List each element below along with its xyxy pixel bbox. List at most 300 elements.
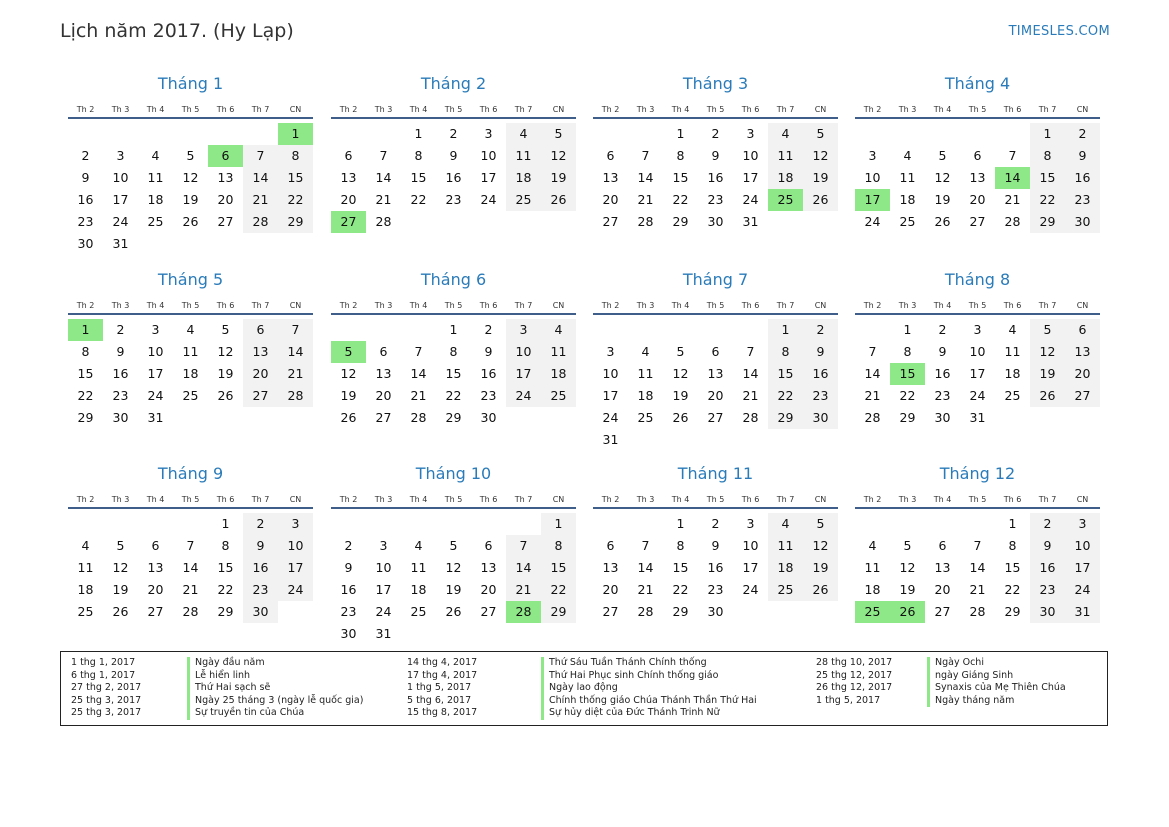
holiday-cell: 26 — [890, 601, 925, 623]
day-cell: 29 — [672, 604, 689, 619]
day-cell: 4 — [868, 538, 877, 553]
empty-cell — [173, 123, 208, 145]
day-cell: 29 — [1004, 604, 1021, 619]
weekday-label: Th 5 — [444, 495, 463, 504]
day-cell: 12 — [672, 366, 689, 381]
day-cell: 21 — [410, 388, 427, 403]
holiday-date: 5 thg 6, 2017 — [407, 694, 472, 706]
day-cell: 19 — [672, 388, 689, 403]
weekday-label: Th 6 — [479, 301, 498, 310]
weekend-day-cell: 17 — [1065, 557, 1100, 579]
day-cell: 8 — [81, 344, 90, 359]
day-cell: 21 — [969, 582, 986, 597]
day-cell: 31 — [969, 410, 986, 425]
weekday-label: Th 5 — [706, 301, 725, 310]
site-link[interactable]: TIMESLES.COM — [1008, 24, 1110, 39]
day-cell: 24 — [375, 604, 392, 619]
day-cell: 22 — [445, 388, 462, 403]
day-cell: 29 — [672, 214, 689, 229]
day-cell: 19 — [112, 582, 129, 597]
day-cell: 27 — [375, 410, 392, 425]
day-cell: 30 — [340, 626, 357, 641]
weekday-label: Th 3 — [636, 105, 655, 114]
weekend-day-cell: 20 — [1065, 363, 1100, 385]
weekend-day-cell: 5 — [803, 513, 838, 535]
day-cell: 20 — [707, 388, 724, 403]
day-grid — [855, 123, 1100, 233]
day-cell: 7 — [641, 538, 650, 553]
day-cell: 3 — [484, 126, 493, 141]
weekend-day-cell: 23 — [1065, 189, 1100, 211]
weekend-day-cell: 4 — [541, 319, 576, 341]
day-cell: 26 — [217, 388, 234, 403]
day-cell: 16 — [340, 582, 357, 597]
weekend-day-cell: 23 — [803, 385, 838, 407]
day-cell: 14 — [410, 366, 427, 381]
day-cell: 26 — [672, 410, 689, 425]
weekend-day-cell: 8 — [278, 145, 313, 167]
weekend-day-cell: 25 — [541, 385, 576, 407]
day-cell: 28 — [182, 604, 199, 619]
weekend-day-cell: 10 — [506, 341, 541, 363]
day-cell: 17 — [112, 192, 129, 207]
weekday-label: Th 3 — [374, 301, 393, 310]
month-title: Tháng 2 — [420, 74, 487, 93]
day-cell: 25 — [1004, 388, 1021, 403]
day-cell: 2 — [344, 538, 353, 553]
month-calendar — [855, 270, 1100, 429]
weekend-day-cell: 24 — [1065, 579, 1100, 601]
day-cell: 21 — [182, 582, 199, 597]
day-cell: 12 — [112, 560, 129, 575]
day-cell: 21 — [742, 388, 759, 403]
day-cell: 26 — [112, 604, 129, 619]
weekday-label: Th 6 — [741, 495, 760, 504]
day-cell: 23 — [934, 388, 951, 403]
weekday-label: Th 5 — [968, 301, 987, 310]
day-cell: 1 — [903, 322, 912, 337]
weekday-label: Th 3 — [636, 495, 655, 504]
empty-cell — [331, 319, 366, 341]
day-cell: 2 — [711, 126, 720, 141]
day-cell: 29 — [217, 604, 234, 619]
day-cell: 9 — [484, 344, 493, 359]
weekday-label: Th 6 — [741, 105, 760, 114]
day-cell: 20 — [375, 388, 392, 403]
weekday-label: CN — [1076, 301, 1089, 310]
day-cell: 24 — [864, 214, 881, 229]
weekday-label: Th 4 — [409, 495, 428, 504]
weekend-day-cell: 21 — [506, 579, 541, 601]
weekend-day-cell: 11 — [768, 145, 803, 167]
weekday-label: Th 7 — [514, 495, 533, 504]
empty-cell — [628, 319, 663, 341]
weekday-label: Th 2 — [601, 495, 620, 504]
day-cell: 15 — [77, 366, 94, 381]
day-cell: 3 — [746, 516, 755, 531]
day-cell: 13 — [340, 170, 357, 185]
day-cell: 21 — [637, 192, 654, 207]
day-cell: 4 — [641, 344, 650, 359]
holiday-cell: 17 — [855, 189, 890, 211]
day-cell: 31 — [742, 214, 759, 229]
weekend-day-cell: 21 — [243, 189, 278, 211]
day-cell: 11 — [864, 560, 881, 575]
weekday-label: Th 3 — [111, 105, 130, 114]
weekend-day-cell: 17 — [506, 363, 541, 385]
weekend-day-cell: 12 — [803, 535, 838, 557]
weekend-day-cell: 12 — [1030, 341, 1065, 363]
weekend-day-cell: 21 — [278, 363, 313, 385]
day-cell: 30 — [934, 410, 951, 425]
holiday-name: Synaxis của Mẹ Thiên Chúa — [927, 682, 1066, 695]
day-cell: 7 — [186, 538, 195, 553]
empty-cell — [366, 123, 401, 145]
weekday-header — [593, 299, 838, 315]
weekend-day-cell: 2 — [1065, 123, 1100, 145]
weekday-label: Th 2 — [863, 301, 882, 310]
day-cell: 7 — [641, 148, 650, 163]
weekday-label: Th 2 — [76, 105, 95, 114]
weekend-day-cell: 16 — [243, 557, 278, 579]
day-cell: 19 — [899, 582, 916, 597]
weekday-label: Th 7 — [1038, 301, 1057, 310]
weekday-label: Th 4 — [409, 105, 428, 114]
weekend-day-cell: 8 — [1030, 145, 1065, 167]
day-cell: 17 — [742, 170, 759, 185]
day-cell: 30 — [480, 410, 497, 425]
day-cell: 15 — [410, 170, 427, 185]
day-cell: 30 — [112, 410, 129, 425]
weekend-day-cell: 20 — [243, 363, 278, 385]
weekend-day-cell: 16 — [1030, 557, 1065, 579]
day-cell: 20 — [602, 582, 619, 597]
weekend-day-cell: 10 — [1065, 535, 1100, 557]
holiday-date: 25 thg 12, 2017 — [816, 669, 893, 681]
weekday-label: Th 2 — [863, 105, 882, 114]
weekend-day-cell: 30 — [1030, 601, 1065, 623]
day-cell: 6 — [379, 344, 388, 359]
weekend-day-cell: 19 — [541, 167, 576, 189]
weekday-label: Th 5 — [968, 105, 987, 114]
day-cell: 1 — [414, 126, 423, 141]
weekend-day-cell: 7 — [278, 319, 313, 341]
weekend-day-cell: 27 — [1065, 385, 1100, 407]
weekday-header — [331, 299, 576, 315]
weekday-label: Th 6 — [216, 301, 235, 310]
day-cell: 8 — [449, 344, 458, 359]
empty-cell — [68, 123, 103, 145]
month-calendar — [855, 74, 1100, 233]
weekend-day-cell: 24 — [278, 579, 313, 601]
day-cell: 3 — [746, 126, 755, 141]
day-cell: 23 — [445, 192, 462, 207]
day-cell: 3 — [973, 322, 982, 337]
weekend-day-cell: 1 — [768, 319, 803, 341]
weekday-label: Th 5 — [706, 105, 725, 114]
weekend-day-cell: 8 — [768, 341, 803, 363]
month-title: Tháng 11 — [677, 464, 754, 483]
day-cell: 28 — [375, 214, 392, 229]
weekday-label: Th 2 — [601, 105, 620, 114]
day-cell: 31 — [112, 236, 129, 251]
day-cell: 4 — [151, 148, 160, 163]
day-cell: 14 — [182, 560, 199, 575]
weekday-header — [68, 493, 313, 509]
day-cell: 13 — [969, 170, 986, 185]
day-cell: 23 — [112, 388, 129, 403]
weekday-header — [331, 103, 576, 119]
day-cell: 6 — [151, 538, 160, 553]
day-cell: 14 — [637, 560, 654, 575]
day-cell: 27 — [934, 604, 951, 619]
day-cell: 16 — [77, 192, 94, 207]
empty-cell — [593, 513, 628, 535]
day-cell: 23 — [480, 388, 497, 403]
holiday-date: 1 thg 5, 2017 — [407, 682, 472, 693]
weekday-label: Th 4 — [671, 105, 690, 114]
day-cell: 1 — [1008, 516, 1017, 531]
day-cell: 13 — [707, 366, 724, 381]
holiday-name: Sự truyền tin của Chúa — [187, 707, 304, 720]
day-cell: 8 — [414, 148, 423, 163]
weekend-day-cell: 5 — [803, 123, 838, 145]
day-cell: 16 — [480, 366, 497, 381]
empty-cell — [855, 513, 890, 535]
holiday-date: 25 thg 3, 2017 — [71, 707, 142, 718]
holiday-cell: 6 — [208, 145, 243, 167]
weekday-label: Th 5 — [181, 301, 200, 310]
weekend-day-cell: 25 — [768, 579, 803, 601]
day-cell: 27 — [969, 214, 986, 229]
weekday-label: Th 7 — [251, 105, 270, 114]
weekend-day-cell: 23 — [1030, 579, 1065, 601]
day-cell: 28 — [637, 214, 654, 229]
day-cell: 25 — [182, 388, 199, 403]
weekend-day-cell: 22 — [278, 189, 313, 211]
day-cell: 21 — [637, 582, 654, 597]
weekday-label: Th 6 — [1003, 301, 1022, 310]
day-cell: 31 — [375, 626, 392, 641]
weekend-day-cell: 2 — [243, 513, 278, 535]
empty-cell — [890, 123, 925, 145]
weekday-label: Th 2 — [76, 495, 95, 504]
weekend-day-cell: 16 — [803, 363, 838, 385]
empty-cell — [243, 123, 278, 145]
weekday-label: Th 3 — [636, 301, 655, 310]
day-cell: 23 — [340, 604, 357, 619]
holiday-name: Ngày đầu năm — [187, 657, 265, 670]
month-calendar — [331, 464, 576, 645]
weekday-label: Th 7 — [1038, 105, 1057, 114]
weekday-label: CN — [289, 105, 302, 114]
weekday-label: Th 7 — [251, 495, 270, 504]
day-cell: 14 — [969, 560, 986, 575]
day-cell: 7 — [868, 344, 877, 359]
weekend-day-cell: 29 — [278, 211, 313, 233]
weekend-day-cell: 22 — [768, 385, 803, 407]
day-cell: 16 — [707, 170, 724, 185]
day-cell: 27 — [707, 410, 724, 425]
day-cell: 26 — [340, 410, 357, 425]
weekday-label: Th 4 — [146, 301, 165, 310]
weekend-day-cell: 23 — [243, 579, 278, 601]
day-cell: 18 — [637, 388, 654, 403]
weekend-day-cell: 15 — [768, 363, 803, 385]
empty-cell — [331, 123, 366, 145]
weekday-label: Th 5 — [444, 301, 463, 310]
weekend-day-cell: 10 — [278, 535, 313, 557]
day-cell: 22 — [217, 582, 234, 597]
weekday-label: Th 6 — [479, 495, 498, 504]
holiday-legend — [60, 651, 1108, 726]
day-cell: 18 — [77, 582, 94, 597]
day-grid — [331, 319, 576, 429]
day-cell: 22 — [410, 192, 427, 207]
day-cell: 29 — [77, 410, 94, 425]
weekend-day-cell: 12 — [803, 145, 838, 167]
day-cell: 18 — [1004, 366, 1021, 381]
day-cell: 2 — [116, 322, 125, 337]
weekday-label: Th 3 — [898, 301, 917, 310]
day-cell: 16 — [445, 170, 462, 185]
day-cell: 6 — [606, 148, 615, 163]
weekend-day-cell: 6 — [1065, 319, 1100, 341]
day-cell: 27 — [217, 214, 234, 229]
day-cell: 13 — [602, 560, 619, 575]
weekday-header — [855, 493, 1100, 509]
day-cell: 5 — [221, 322, 230, 337]
empty-cell — [366, 319, 401, 341]
day-cell: 17 — [602, 388, 619, 403]
weekend-day-cell: 14 — [243, 167, 278, 189]
day-cell: 5 — [938, 148, 947, 163]
weekend-day-cell: 29 — [1030, 211, 1065, 233]
empty-cell — [173, 513, 208, 535]
day-cell: 6 — [973, 148, 982, 163]
day-cell: 11 — [899, 170, 916, 185]
weekend-day-cell: 9 — [1065, 145, 1100, 167]
day-cell: 8 — [676, 148, 685, 163]
empty-cell — [68, 513, 103, 535]
weekend-day-cell: 26 — [803, 579, 838, 601]
holiday-date: 27 thg 2, 2017 — [71, 682, 142, 693]
day-cell: 4 — [81, 538, 90, 553]
day-cell: 14 — [742, 366, 759, 381]
weekend-day-cell: 15 — [1030, 167, 1065, 189]
day-cell: 10 — [480, 148, 497, 163]
weekday-label: Th 3 — [111, 301, 130, 310]
day-cell: 11 — [147, 170, 164, 185]
day-grid — [331, 513, 576, 645]
weekend-day-cell: 9 — [243, 535, 278, 557]
weekend-day-cell: 11 — [506, 145, 541, 167]
day-cell: 22 — [672, 582, 689, 597]
weekday-label: Th 6 — [479, 105, 498, 114]
day-cell: 18 — [182, 366, 199, 381]
weekend-day-cell: 26 — [1030, 385, 1065, 407]
month-title: Tháng 10 — [415, 464, 492, 483]
day-cell: 24 — [969, 388, 986, 403]
day-cell: 17 — [147, 366, 164, 381]
weekend-day-cell: 26 — [803, 189, 838, 211]
weekday-label: Th 2 — [339, 105, 358, 114]
day-cell: 12 — [899, 560, 916, 575]
day-cell: 25 — [77, 604, 94, 619]
weekend-day-cell: 9 — [1030, 535, 1065, 557]
weekend-day-cell: 16 — [1065, 167, 1100, 189]
day-cell: 14 — [637, 170, 654, 185]
holiday-name: Chính thống giáo Chúa Thánh Thần Thứ Hai — [541, 695, 757, 708]
holiday-name: Thứ Sáu Tuần Thánh Chính thống — [541, 657, 707, 670]
holiday-name: Ngày Ochi — [927, 657, 984, 670]
weekend-day-cell: 15 — [278, 167, 313, 189]
weekend-day-cell: 1 — [1030, 123, 1065, 145]
weekday-label: Th 4 — [146, 495, 165, 504]
day-cell: 2 — [484, 322, 493, 337]
day-cell: 20 — [480, 582, 497, 597]
empty-cell — [890, 513, 925, 535]
day-cell: 2 — [938, 322, 947, 337]
day-cell: 1 — [676, 516, 685, 531]
day-cell: 30 — [707, 214, 724, 229]
month-calendar — [593, 270, 838, 451]
empty-cell — [138, 513, 173, 535]
day-cell: 25 — [899, 214, 916, 229]
day-cell: 5 — [676, 344, 685, 359]
holiday-cell: 25 — [855, 601, 890, 623]
weekend-day-cell: 4 — [768, 123, 803, 145]
month-calendar — [331, 270, 576, 429]
day-cell: 12 — [217, 344, 234, 359]
day-cell: 6 — [606, 538, 615, 553]
weekend-day-cell: 17 — [278, 557, 313, 579]
day-cell: 12 — [934, 170, 951, 185]
day-cell: 25 — [147, 214, 164, 229]
weekday-label: Th 2 — [76, 301, 95, 310]
day-cell: 18 — [147, 192, 164, 207]
empty-cell — [960, 123, 995, 145]
day-grid — [593, 123, 838, 233]
day-cell: 16 — [707, 560, 724, 575]
weekend-day-cell: 12 — [541, 145, 576, 167]
day-cell: 28 — [742, 410, 759, 425]
day-cell: 17 — [969, 366, 986, 381]
weekend-day-cell: 9 — [803, 341, 838, 363]
day-cell: 23 — [77, 214, 94, 229]
day-cell: 9 — [711, 538, 720, 553]
month-calendar — [68, 74, 313, 255]
day-cell: 3 — [151, 322, 160, 337]
weekend-day-cell: 6 — [243, 319, 278, 341]
weekday-label: Th 4 — [146, 105, 165, 114]
day-cell: 27 — [147, 604, 164, 619]
weekend-day-cell: 3 — [278, 513, 313, 535]
day-cell: 8 — [221, 538, 230, 553]
weekday-label: Th 3 — [374, 495, 393, 504]
weekday-label: Th 7 — [1038, 495, 1057, 504]
day-cell: 15 — [672, 560, 689, 575]
weekday-label: CN — [552, 301, 565, 310]
day-cell: 25 — [637, 410, 654, 425]
day-cell: 13 — [147, 560, 164, 575]
day-cell: 3 — [868, 148, 877, 163]
weekday-label: Th 6 — [741, 301, 760, 310]
day-cell: 24 — [480, 192, 497, 207]
empty-cell — [366, 513, 401, 535]
day-cell: 19 — [445, 582, 462, 597]
day-cell: 5 — [449, 538, 458, 553]
